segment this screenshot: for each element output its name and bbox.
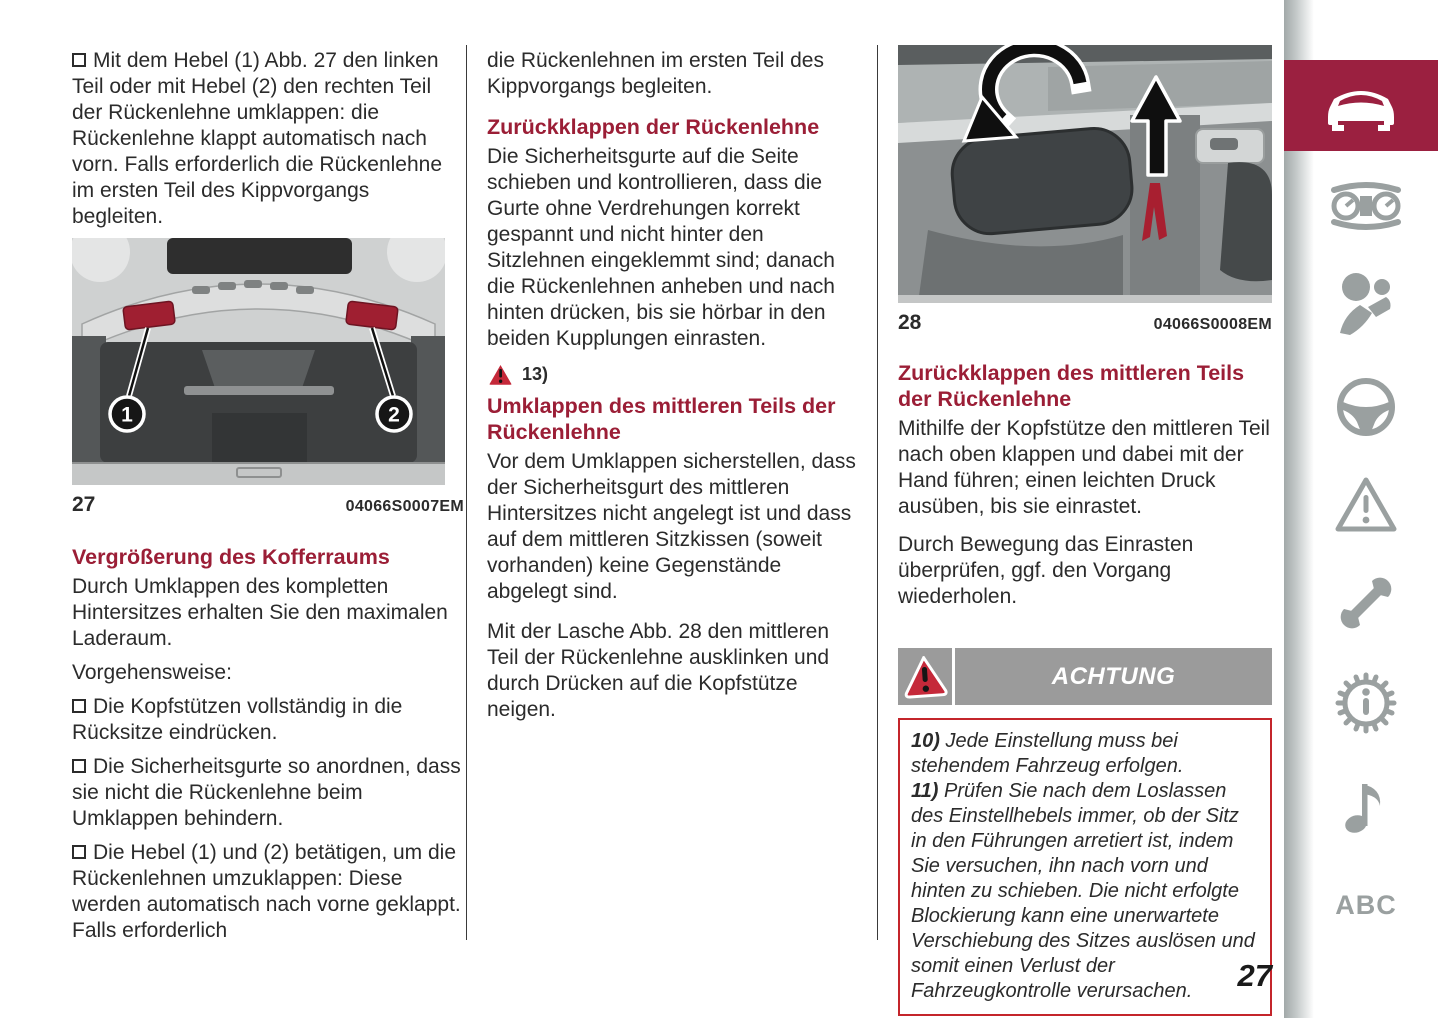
page-number: 27: [1237, 958, 1272, 993]
section-heading: Zurückklappen der Rückenlehne: [487, 115, 820, 139]
achtung-title: ACHTUNG: [1051, 662, 1176, 690]
trunk-lid-shadow: [167, 238, 352, 274]
column-divider: [877, 45, 878, 940]
achtung-title-cell: [955, 648, 1272, 705]
paragraph: die Rückenlehnen im ersten Teil des Kippvorgangs begleiten.: [487, 49, 824, 98]
dashboard-icon: [1326, 180, 1406, 232]
column-middle: [487, 48, 863, 723]
sidebar-tab-airbag[interactable]: [1322, 272, 1410, 338]
paragraph-text: Mit dem Hebel (1) Abb. 27 den linken Teil oder mit Hebel (2) den rechten Teil der Rückenlehne umklappen: die Rückenlehne klappt automatisch nach vorn. Falls erforderlich die Rückenlehne im ersten Teil des Kippvorgangs begleiten.: [72, 49, 443, 228]
headrest-center: [949, 126, 1135, 237]
figure-28-headrest: [898, 45, 1272, 335]
info-gear-icon: [1334, 671, 1398, 735]
latch-slot: [1210, 138, 1238, 150]
paragraph-bullet: [72, 754, 464, 832]
wrench-icon: [1334, 571, 1398, 635]
paragraph: Durch Umklappen des kompletten Hintersitzes erhalten Sie den maximalen Laderaum.: [72, 575, 448, 650]
figure-27-trunk: [72, 238, 464, 517]
steering-wheel-icon: [1335, 376, 1397, 438]
warning-number: 13): [522, 364, 549, 384]
paragraph: Vor dem Umklappen sicherstellen, dass der Sicherheitsgurt des mittleren Hintersitzes nicht angelegt ist und dass auf dem mittleren Sitzkissen (soweit vorhanden) keine Gegenstände abgelegt sind.: [487, 450, 856, 603]
sidebar-tab-index[interactable]: [1322, 872, 1410, 938]
airbag-icon: [1334, 271, 1398, 339]
car-icon: [1320, 77, 1402, 135]
warning-item-number: 10): [911, 730, 940, 752]
warning-item-text: Prüfen Sie nach dem Loslassen des Einstellhebels immer, ob der Sitz in den Führungen arretiert ist, indem Sie versuchen, ihn nach vorn und hinten zu schieben. Die nicht erfolgte Blockierung kann eine unerwartete Verschiebung des Sitzes auslösen und somit einen Verlust der Fahrzeugkontrolle verursachen.: [911, 780, 1255, 1002]
paragraph-bullet: [72, 840, 464, 944]
warning-reference: [487, 362, 863, 387]
paragraph: Mithilfe der Kopfstütze den mittleren Teil nach oben klappen und dabei mit der Hand führen; einen leichten Druck ausüben, bis sie einrastet.: [898, 417, 1270, 518]
music-note-icon: [1340, 774, 1392, 836]
sidebar-tab-maintenance[interactable]: [1322, 570, 1410, 636]
trunk-illustration: [72, 238, 445, 485]
warning-triangle-small-icon: [487, 362, 514, 387]
column-left: [72, 48, 464, 944]
sidebar-tab-technical-data[interactable]: [1322, 670, 1410, 736]
section-heading: Umklappen des mittleren Teils der Rückenlehne: [487, 394, 836, 444]
warning-item: [911, 729, 1259, 779]
sidebar-tab-steering-wheel[interactable]: [1322, 374, 1410, 440]
square-bullet-icon: [72, 845, 86, 859]
warning-box: [898, 718, 1272, 1016]
paragraph: Vorgehensweise:: [72, 661, 232, 684]
warning-item: [911, 779, 1259, 1004]
paragraph-text: Die Sicherheitsgurte so anordnen, dass sie nicht die Rückenlehne beim Umklappen behindern.: [72, 755, 461, 830]
achtung-header: [898, 648, 1272, 705]
paragraph: Mit der Lasche Abb. 28 den mittleren Teil der Rückenlehne ausklinken und durch Drücken auf die Kopfstütze neigen.: [487, 620, 830, 721]
abc-label: ABC: [1335, 889, 1397, 920]
square-bullet-icon: [72, 759, 86, 773]
sidebar-tab-dashboard[interactable]: [1322, 173, 1410, 239]
sidebar-tab-warnings[interactable]: [1322, 472, 1410, 538]
figure-number: 27: [72, 493, 96, 516]
figure-code: 04066S0008EM: [1153, 316, 1272, 333]
trunk-sill: [72, 463, 445, 485]
column-divider: [466, 45, 467, 940]
paragraph: Durch Bewegung das Einrasten überprüfen, ggf. den Vorgang wiederholen.: [898, 533, 1194, 608]
svg-text:2: 2: [388, 403, 400, 427]
sidebar-tab-multimedia[interactable]: [1322, 772, 1410, 838]
column-right: [898, 45, 1272, 1016]
seatback-mechanism: [202, 350, 315, 388]
callout-circle-2: [377, 397, 411, 431]
headrest-right: [1220, 162, 1272, 281]
section-heading: Zurückklappen des mittleren Teils der Rückenlehne: [898, 361, 1245, 411]
section-heading: Vergrößerung des Kofferraums: [72, 545, 390, 569]
chapter-sidebar: [1284, 0, 1445, 1018]
cross-bar: [184, 386, 334, 395]
warning-triangle-icon: [902, 654, 949, 699]
achtung-icon-cell: [898, 648, 952, 705]
paragraph-text: Die Kopfstützen vollständig in die Rücksitze eindrücken.: [72, 695, 403, 744]
warning-triangle-outline-icon: [1333, 475, 1399, 535]
warning-item-text: Jede Einstellung muss bei stehendem Fahrzeug erfolgen.: [911, 730, 1184, 777]
square-bullet-icon: [72, 53, 86, 67]
sidebar-tab-car-active[interactable]: [1284, 60, 1438, 151]
headrest-illustration: [898, 45, 1272, 303]
svg-text:1: 1: [121, 403, 133, 427]
figure-code: 04066S0007EM: [345, 498, 464, 515]
paragraph-bullet: [72, 694, 464, 746]
paragraph-text: Die Hebel (1) und (2) betätigen, um die Rückenlehnen umzuklappen: Diese werden automatisch nach vorne geklappt. Falls erforderlich: [72, 841, 461, 942]
square-bullet-icon: [72, 699, 86, 713]
paragraph: Die Sicherheitsgurte auf die Seite schieben und kontrollieren, dass die Gurte ohne Verdrehungen korrekt gespannt und nicht hinter den Sitzlehnen eingeklemmt sind; danach die Rückenlehnen anheben und nach hinten drücken, bis sie hörbar in den beiden Kupplungen einrasten.: [487, 145, 835, 350]
paragraph-bullet: [72, 48, 464, 230]
callout-circle-1: [110, 397, 144, 431]
warning-item-number: 11): [911, 780, 939, 802]
figure-number: 28: [898, 311, 922, 334]
